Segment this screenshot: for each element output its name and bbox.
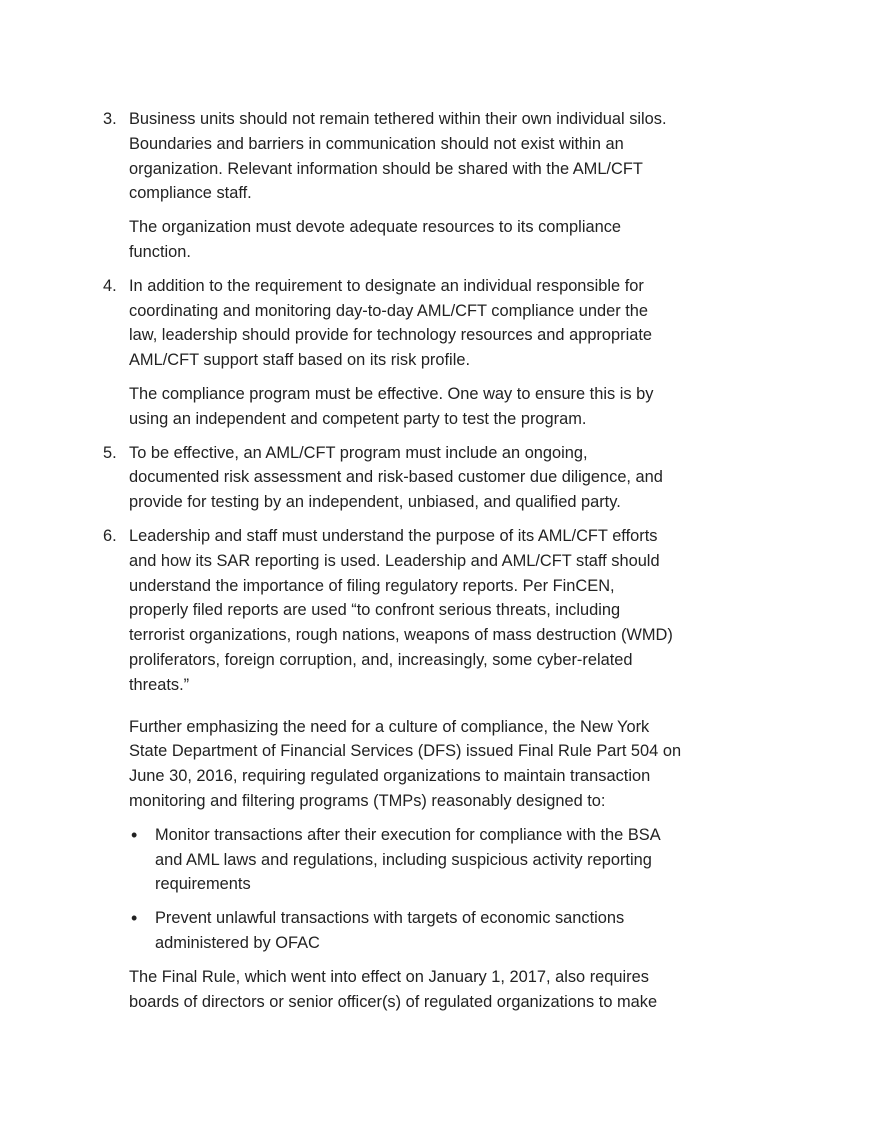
text-line: The organization must devote adequate resources to its compliance <box>129 218 621 237</box>
text-line: provide for testing by an independent, unbiased, and qualified party. <box>129 493 621 512</box>
text-line: requirements <box>155 875 251 894</box>
paragraph <box>0 382 880 432</box>
text-line: threats.” <box>129 675 190 694</box>
text-line: Leadership and staff must understand the purpose of its AML/CFT efforts <box>129 526 658 545</box>
text-line: Business units should not remain tethered within their own individual silos. <box>129 110 667 128</box>
text-line: Monitor transactions after their execution for compliance with the BSA <box>155 825 661 844</box>
text-line: administered by OFAC <box>155 933 320 952</box>
text-line: State Department of Financial Services (DFS) issued Final Rule Part 504 on <box>129 742 682 761</box>
text-line: June 30, 2016, requiring regulated organizations to maintain transaction <box>129 767 651 786</box>
text-line: properly filed reports are used “to confront serious threats, including <box>129 601 621 620</box>
text-line: Further emphasizing the need for a culture of compliance, the New York <box>129 717 650 736</box>
text-line: using an independent and competent party to test the program. <box>129 409 587 428</box>
bullet-list-item <box>0 823 880 897</box>
text-line: boards of directors or senior officer(s) of regulated organizations to make <box>129 992 658 1011</box>
document-page <box>0 107 880 1023</box>
text-line: Boundaries and barriers in communication should not exist within an <box>129 134 624 153</box>
paragraph <box>0 215 880 265</box>
text-line: law, leadership should provide for technology resources and appropriate <box>129 326 653 345</box>
text-line: and AML laws and regulations, including suspicious activity reporting <box>155 850 652 869</box>
numbered-list-item <box>0 107 880 206</box>
text-line: proliferators, foreign corruption, and, increasingly, some cyber-related <box>129 650 633 669</box>
list-number: 5. <box>103 443 117 462</box>
text-line: AML/CFT support staff based on its risk profile. <box>129 351 471 370</box>
text-line: terrorist organizations, rough nations, weapons of mass destruction (WMD) <box>129 626 673 645</box>
text-line: The compliance program must be effective. One way to ensure this is by <box>129 384 654 403</box>
text-line: To be effective, an AML/CFT program must include an ongoing, <box>129 443 588 462</box>
text-line: documented risk assessment and risk-based customer due diligence, and <box>129 468 663 487</box>
text-line: coordinating and monitoring day-to-day AML/CFT compliance under the <box>129 301 649 320</box>
text-line: In addition to the requirement to designate an individual responsible for <box>129 276 644 295</box>
list-number: 3. <box>103 110 117 128</box>
numbered-list-item <box>0 441 880 515</box>
text-line: function. <box>129 242 191 261</box>
bullet-icon: • <box>131 824 138 845</box>
paragraph <box>0 715 880 814</box>
text-line: compliance staff. <box>129 184 252 203</box>
text-line: Prevent unlawful transactions with targets of economic sanctions <box>155 909 625 928</box>
text-line: The Final Rule, which went into effect on January 1, 2017, also requires <box>129 967 649 986</box>
list-number: 6. <box>103 526 117 545</box>
paragraph <box>0 965 880 1015</box>
numbered-list-item <box>0 274 880 373</box>
text-line: understand the importance of filing regulatory reports. Per FinCEN, <box>129 576 615 595</box>
text-line: organization. Relevant information should be shared with the AML/CFT <box>129 159 643 178</box>
numbered-list-item <box>0 524 880 698</box>
list-number: 4. <box>103 276 117 295</box>
bullet-icon: • <box>131 908 138 929</box>
text-line: monitoring and filtering programs (TMPs) reasonably designed to: <box>129 791 606 810</box>
text-line: and how its SAR reporting is used. Leadership and AML/CFT staff should <box>129 551 660 570</box>
bullet-list-item <box>0 906 880 956</box>
